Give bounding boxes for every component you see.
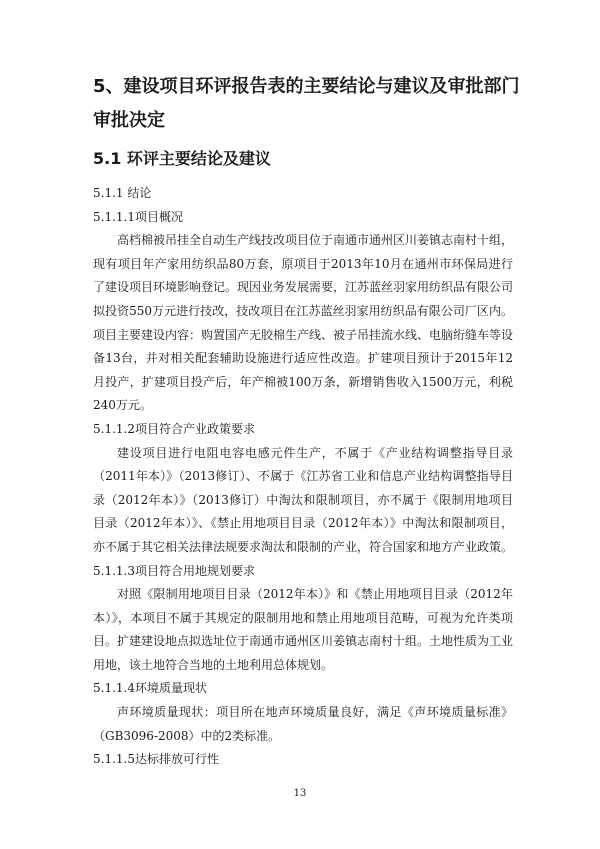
heading-project-overview: 5.1.1.1项目概况	[93, 209, 183, 224]
subsection-title: 5.1 环评主要结论及建议	[93, 149, 271, 168]
heading-conclusion: 5.1.1 结论	[93, 186, 152, 200]
paragraph-project-overview: 高档棉被吊挂全自动生产线技改项目位于南通市通州区川姜镇志南村十组，现有项目年产家用纺织品80万套，原项目于2013年10月在通州市环保局进行了建设项目环境影响登记。现因业务发展需要，江苏蓝丝羽家用纺织品有限公司拟投资550万元进行技改，技改项目在江苏蓝丝羽家用纺织品有限公司厂区内。项目主要建设内容：购置国产无胶棉生产线、被子吊挂流水线、电脑绗缝车等设备13台，并对相关配套辅助设施进行适应性改造。扩建项目预计于2015年12月投产，扩建项目投产后，年产棉被100万条，新增销售收入1500万元，利税240万元。	[93, 233, 514, 413]
paragraph-industry-policy: 建设项目进行电阻电容电感元件生产，不属于《产业结构调整指导目录（2011年本）》（2013修订）、不属于《江苏省工业和信息产业结构调整指导目录（2012年本）》（2013修订）中淘汰和限制项目，亦不属于《限制用地项目目录（2012年本）》、《禁止用地项目目录（2012年本）》中淘汰和限制项目，亦不属于其它相关法律法规要求淘汰和限制的产业，符合国家和地方产业政策。	[93, 445, 514, 554]
heading-land-planning: 5.1.1.3项目符合用地规划要求	[93, 563, 255, 578]
heading-discharge-feasibility: 5.1.1.5达标排放可行性	[93, 752, 219, 767]
heading-environment-quality: 5.1.1.4环境质量现状	[93, 681, 207, 696]
paragraph-environment-quality: 声环境质量现状：项目所在地声环境质量良好，满足《声环境质量标准》（GB3096-2008）中的2类标准。	[93, 705, 513, 743]
heading-industry-policy: 5.1.1.2项目符合产业政策要求	[93, 421, 255, 436]
section-title: 5、建设项目环评报告表的主要结论与建议及审批部门审批决定	[93, 76, 520, 131]
body-text	[93, 182, 513, 772]
page-number: 13	[293, 788, 307, 799]
paragraph-land-planning: 对照《限制用地项目目录（2012年本）》和《禁止用地项目目录（2012年本）》，本项目不属于其规定的限制用地和禁止用地项目范畴，可视为允许类项目。扩建建设地点拟选址位于南通市通州区川姜镇志南村十组。土地性质为工业用地，该土地符合当地的土地利用总体规划。	[93, 587, 514, 672]
